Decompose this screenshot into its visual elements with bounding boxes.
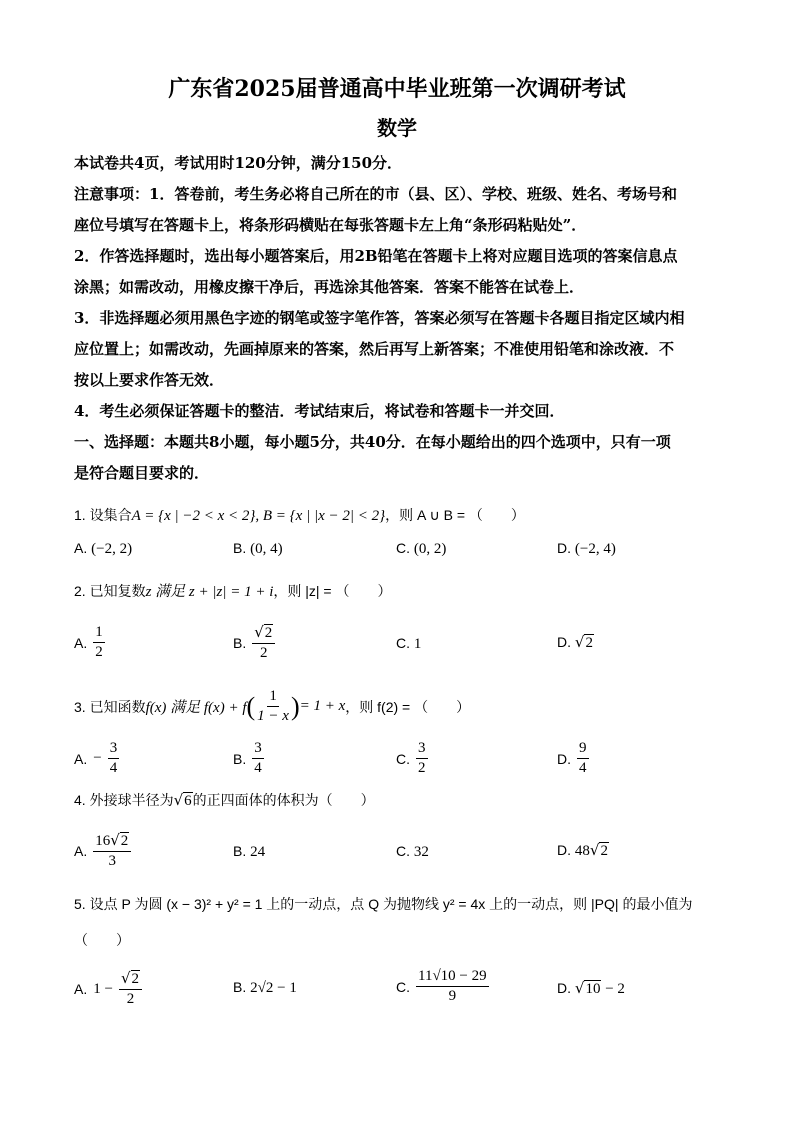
- instruction-line-2: 注意事项：1．答卷前，考生务必将自己所在的市（县、区）、学校、班级、姓名、考场号和: [74, 185, 677, 203]
- instruction-line-5: 涂黑；如需改动，用橡皮擦干净后，再选涂其他答案．答案不能答在试卷上．: [74, 278, 585, 296]
- q5-option-c: C. $\frac{11√10 - 29}{9}$: [396, 968, 487, 1005]
- option-value: (−2, 2): [91, 541, 133, 557]
- fraction: $\frac{3}{4}$: [254, 740, 262, 777]
- question-number: 4.: [74, 792, 86, 808]
- question-math: A = {x | −2 < x < 2}, B = {x | |x − 2| < 2}: [131, 508, 386, 524]
- q5-option-d: D. √10 − 2: [557, 979, 625, 997]
- fraction: $\frac{1}{1 - x}$: [257, 688, 289, 725]
- q4-option-c: C. 32: [396, 843, 429, 860]
- q3-option-c: C. $\frac{3}{2}$: [396, 740, 426, 777]
- fraction: $\frac{1}{2}$: [95, 624, 103, 661]
- option-value: 1: [413, 636, 422, 652]
- question-2: [74, 580, 392, 601]
- q1-option-d: D. (−2, 4): [557, 540, 616, 557]
- subject-title: 数学: [377, 116, 417, 140]
- question-5: [74, 894, 692, 914]
- q4-option-d: D. 48√2: [557, 841, 608, 859]
- instruction-line-8: 按以上要求作答无效．: [74, 371, 225, 389]
- q4-option-a: A. $\frac{16√2}{3}$: [74, 832, 131, 871]
- question-math-2: = 1 + x: [299, 698, 346, 715]
- question-4: 4. 外接球半径为√6的正四面体的体积为（ ）: [74, 791, 375, 809]
- option-value: 48√2: [574, 841, 608, 859]
- q2-option-d: D. √2: [557, 633, 593, 651]
- fraction: $\frac{11√10 - 29}{9}$: [418, 968, 487, 1005]
- fraction: $\frac{9}{4}$: [579, 740, 587, 777]
- question-5-line-2: （ ）: [74, 932, 130, 948]
- q5-option-b: B. 2√2 − 1: [233, 979, 297, 996]
- q3-option-a: A. − $\frac{3}{4}$: [74, 740, 118, 777]
- instruction-line-3: 座位号填写在答题卡上，将条形码横贴在每张答题卡左上角“条形码粘贴处”．: [74, 216, 587, 234]
- q3-option-d: D. $\frac{9}{4}$: [557, 740, 587, 777]
- q5-option-a: A. 1 − $\frac{√2}{2}$: [74, 970, 142, 1009]
- question-number: 2.: [74, 583, 86, 599]
- question-number: 1.: [74, 507, 86, 523]
- q1-option-c: C. (0, 2): [396, 540, 447, 557]
- q2-option-a: A. $\frac{1}{2}$: [74, 624, 103, 661]
- fraction: $\frac{3}{4}$: [109, 740, 118, 777]
- question-radicand: 6: [184, 793, 192, 809]
- fraction: $\frac{3}{2}$: [418, 740, 426, 777]
- option-value: 2√2 − 1: [250, 980, 297, 996]
- option-value: (−2, 4): [574, 541, 616, 557]
- question-text: 已知复数: [89, 583, 146, 599]
- question-number: 5.: [74, 896, 86, 912]
- option-value: 2: [585, 635, 593, 651]
- question-tail: ，则 f(2) = （ ）: [345, 698, 471, 715]
- question-tail: ，则 A ∪ B = （ ）: [385, 507, 525, 523]
- option-value: 24: [250, 844, 266, 860]
- q1-option-b: B. (0, 4): [233, 540, 283, 557]
- instruction-line-6: 3．非选择题必须用黑色字迹的钢笔或签字笔作答，答案必须写在答题卡各题目指定区域内相: [74, 309, 685, 327]
- fraction: $\frac{√2}{2}$: [252, 624, 275, 663]
- question-math: z 满足 z + |z| = 1 + i: [145, 584, 274, 600]
- instruction-line-4: 2．作答选择题时，选出每小题答案后，用2B铅笔在答题卡上将对应题目选项的答案信息点: [74, 247, 678, 265]
- question-1: [74, 505, 525, 525]
- question-text: 已知函数: [89, 698, 146, 715]
- instruction-line-7: 应位置上；如需改动，先画掉原来的答案，然后再写上新答案；不准使用铅笔和涂改液．不: [74, 340, 675, 358]
- question-text: 设点 P 为圆 (x − 3)² + y² = 1 上的一动点，点 Q 为抛物线 y² = 4x 上的一动点，则 |PQ| 的最小值为: [89, 896, 693, 912]
- fraction: $\frac{√2}{2}$: [119, 970, 142, 1009]
- question-text: 外接球半径为: [89, 792, 174, 808]
- q1-option-a: A. (−2, 2): [74, 540, 133, 557]
- question-text: 设集合: [89, 507, 132, 523]
- option-value: (0, 2): [413, 541, 447, 557]
- question-tail: 的正四面体的体积为（ ）: [192, 792, 375, 808]
- option-value: (0, 4): [250, 541, 283, 557]
- section-heading-line-1: 一、选择题：本题共8小题，每小题5分，共40分．在每小题给出的四个选项中，只有一项: [74, 433, 671, 451]
- question-tail: ，则 |z| = （ ）: [273, 583, 392, 599]
- question-math: f(x) 满足 f(x) + f: [145, 700, 247, 717]
- instruction-line-9: 4．考生必须保证答题卡的整洁．考试结束后，将试卷和答题卡一并交回．: [74, 402, 565, 420]
- fraction: $\frac{16√2}{3}$: [93, 832, 131, 871]
- exam-title: 广东省2025届普通高中毕业班第一次调研考试: [168, 76, 626, 102]
- question-3: 3. 已知函数 f(x) 满足 f(x) + f ( $\frac{1}{1 - x}$ ) = 1 + x ，则 f(2) = （ ）: [74, 688, 471, 725]
- q2-option-c: C. 1: [396, 635, 422, 652]
- option-value: √10 − 2: [574, 979, 625, 997]
- instruction-line-1: 本试卷共4页，考试用时120分钟，满分150分．: [74, 154, 403, 172]
- question-number: 3.: [74, 698, 86, 715]
- q2-option-b: B. $\frac{√2}{2}$: [233, 624, 275, 663]
- option-value: 32: [413, 844, 429, 860]
- q4-option-b: B. 24: [233, 843, 266, 860]
- section-heading-line-2: 是符合题目要求的．: [74, 464, 210, 482]
- q3-option-b: B. $\frac{3}{4}$: [233, 740, 262, 777]
